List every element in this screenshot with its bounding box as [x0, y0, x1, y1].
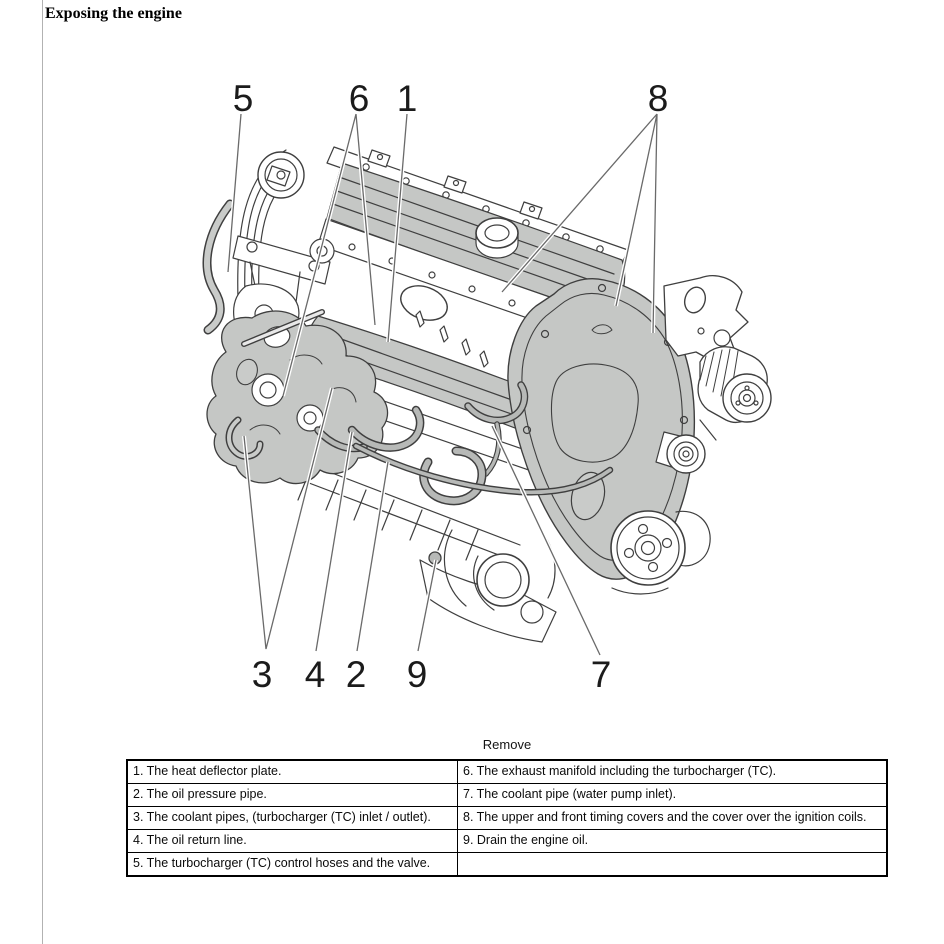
- callout-2: 2: [345, 654, 367, 695]
- table-caption: Remove: [482, 737, 532, 752]
- callout-8: 8: [647, 78, 669, 119]
- table-row: [127, 830, 887, 853]
- table-cell: 7. The coolant pipe (water pump inlet).: [458, 784, 888, 807]
- leader-9: [418, 560, 436, 651]
- table-cell: 1. The heat deflector plate.: [127, 760, 458, 784]
- callout-5: 5: [232, 78, 254, 119]
- table-cell: [458, 853, 888, 877]
- table-cell: 9. Drain the engine oil.: [458, 830, 888, 853]
- table-cell: 4. The oil return line.: [127, 830, 458, 853]
- callout-1: 1: [396, 78, 418, 119]
- table-cell: 6. The exhaust manifold including the turbocharger (TC).: [458, 760, 888, 784]
- table-cell: 5. The turbocharger (TC) control hoses and the valve.: [127, 853, 458, 877]
- table-row: [127, 760, 887, 784]
- camshaft-sprocket: [258, 152, 304, 198]
- table-cell: 3. The coolant pipes, (turbocharger (TC) inlet / outlet).: [127, 807, 458, 830]
- table-row: [127, 853, 887, 877]
- page-title: Exposing the engine: [45, 5, 182, 22]
- oil-filler-cap: [476, 218, 518, 258]
- alternator-pulley: [698, 347, 771, 423]
- table-cell: 2. The oil pressure pipe.: [127, 784, 458, 807]
- callout-3: 3: [251, 654, 273, 695]
- table-cell: 8. The upper and front timing covers and the cover over the ignition coils.: [458, 807, 888, 830]
- exhaust-outlet: [444, 530, 555, 623]
- remove-items-table: [126, 759, 888, 877]
- callout-6: 6: [348, 78, 370, 119]
- callout-4: 4: [304, 654, 326, 695]
- table-row: [127, 807, 887, 830]
- callout-9: 9: [406, 654, 428, 695]
- callout-7: 7: [590, 654, 612, 695]
- table-row: [127, 784, 887, 807]
- crankshaft-pulley: [611, 511, 710, 594]
- leader-2: [357, 462, 388, 651]
